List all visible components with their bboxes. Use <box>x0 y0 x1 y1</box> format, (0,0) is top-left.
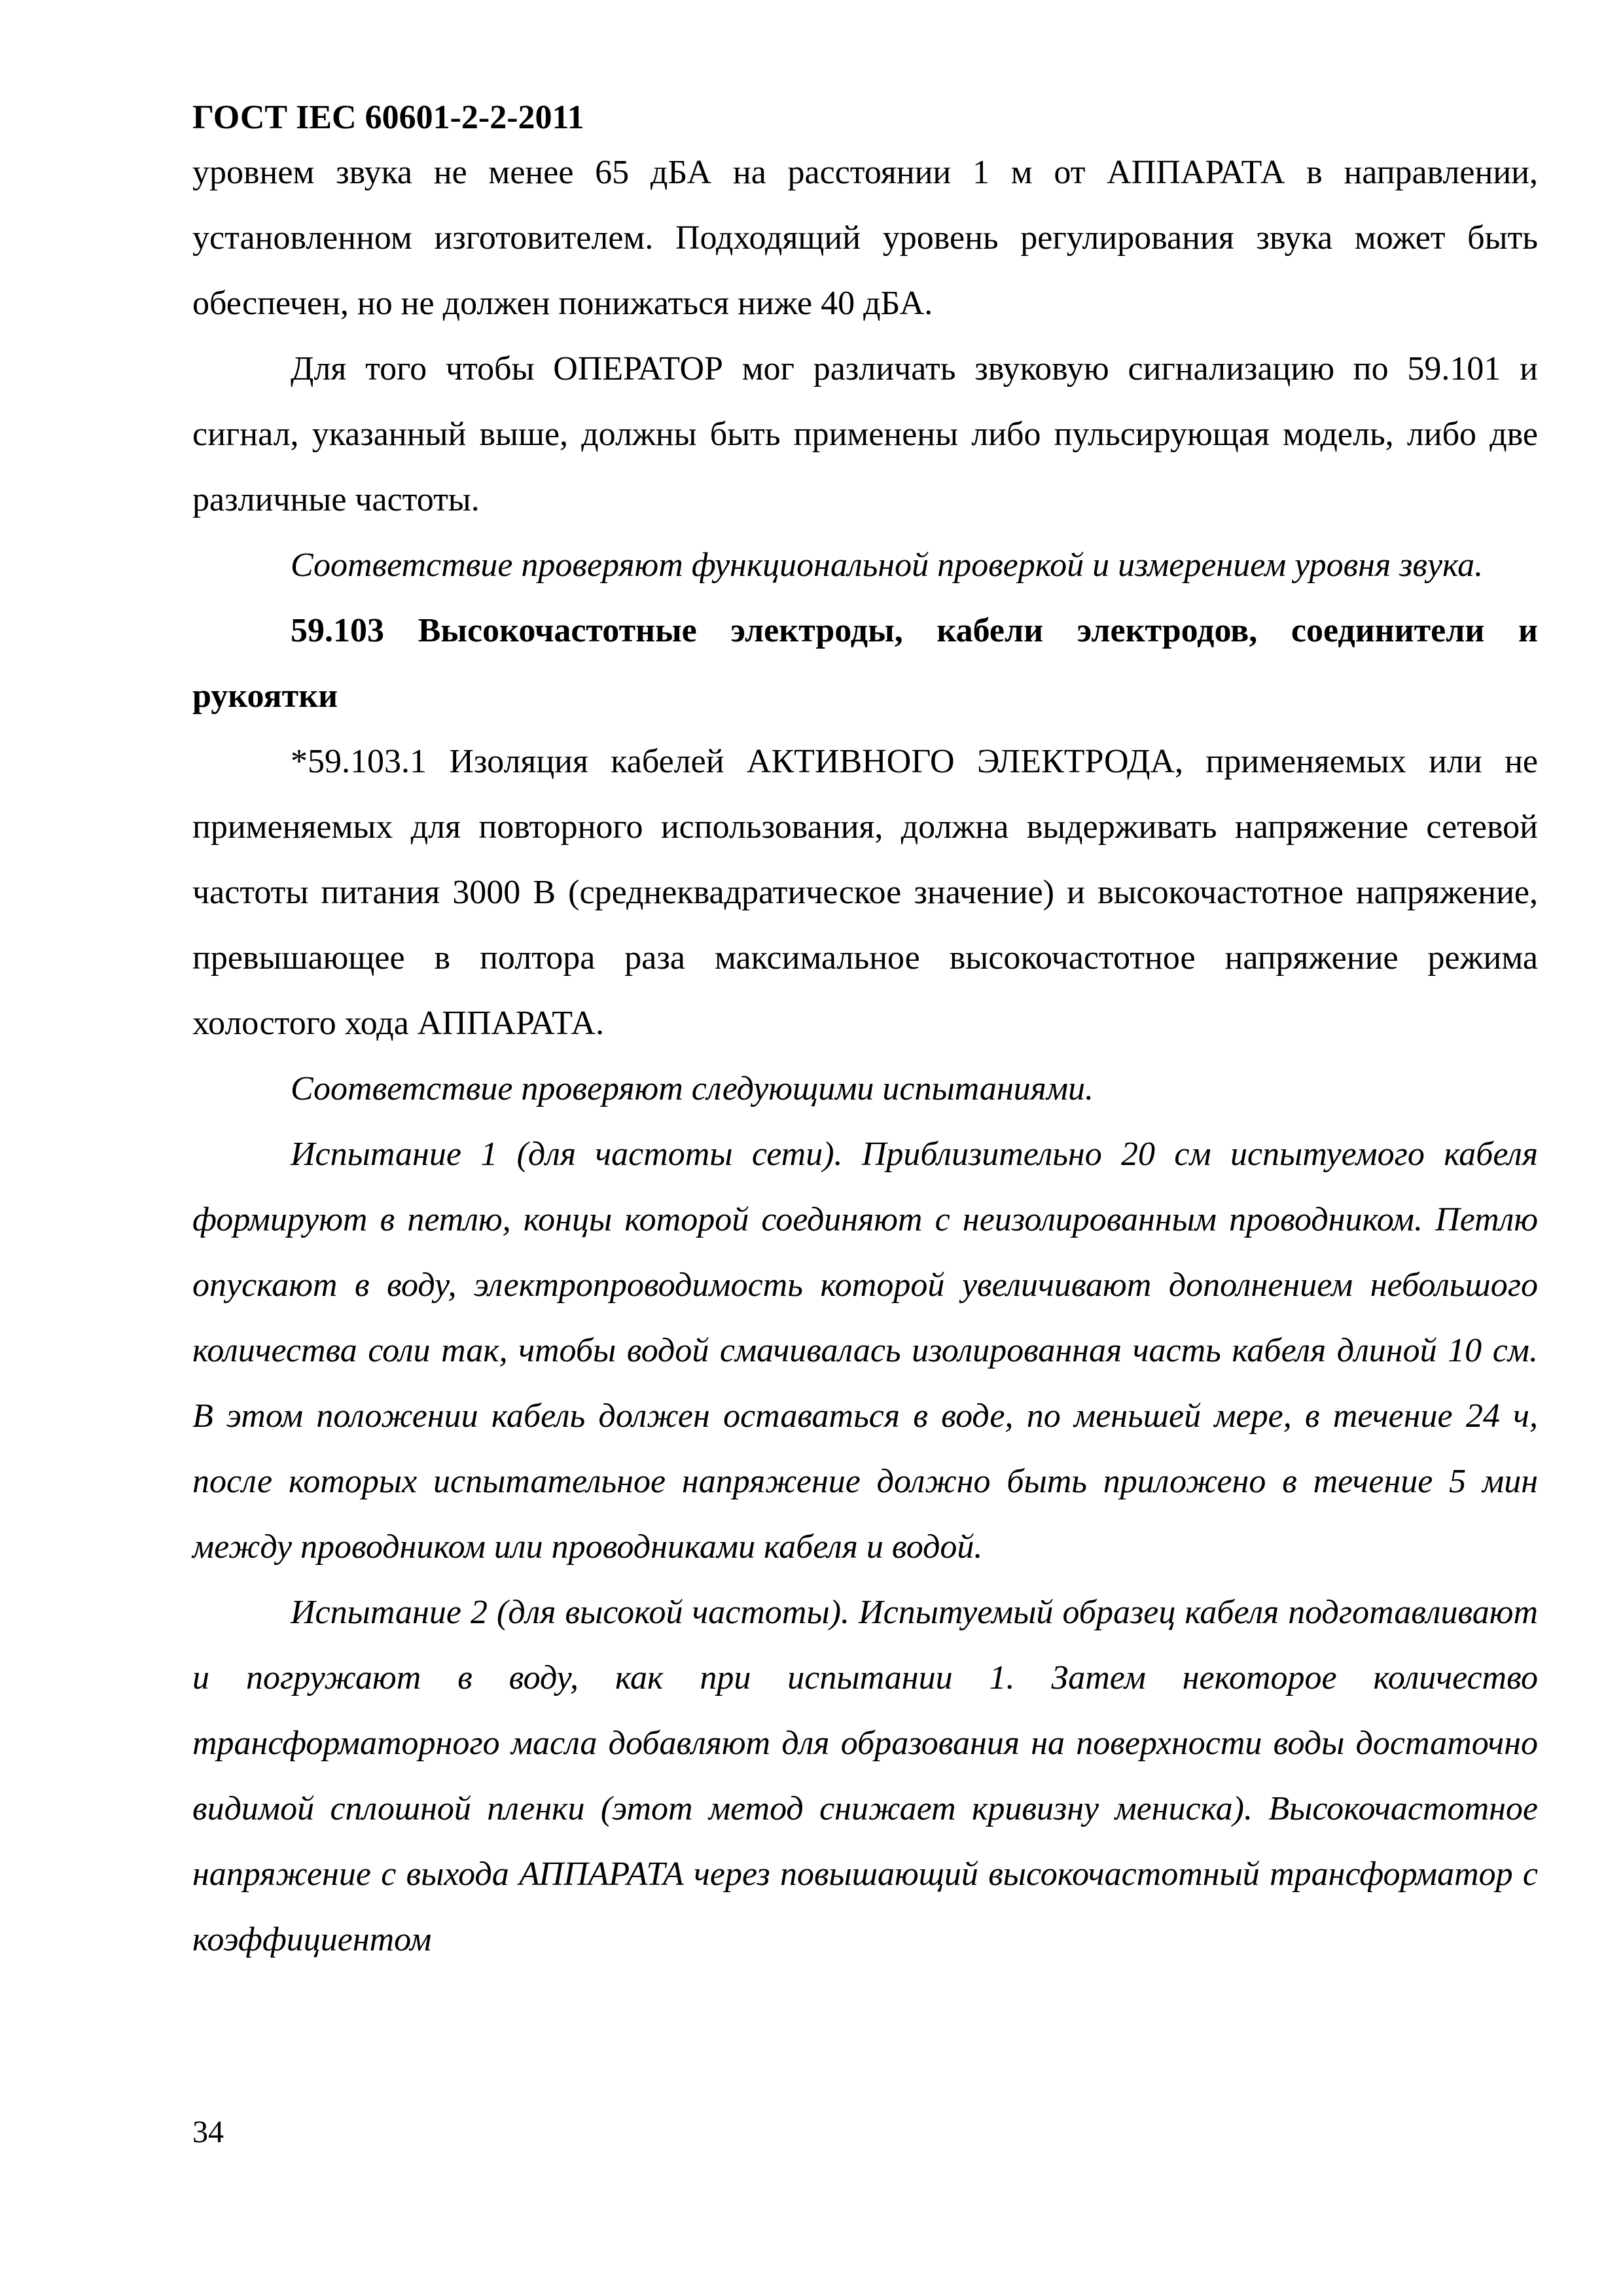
document-page <box>192 92 1538 1973</box>
paragraph-sound-level: уровнем звука не менее 65 дБА на расстоянии 1 м от АППАРАТА в направлении, установленном изготовителем. Подходящий уровень регулирования звука может быть обеспечен, но не должен понижаться ниже 40 дБА. <box>192 154 1538 322</box>
page-number: 34 <box>192 2115 224 2149</box>
paragraph-test-2: Испытание 2 (для высокой частоты). Испытуемый образец кабеля подготавливают и погружают в воду, как при испытании 1. Затем некоторое количество трансформаторного масла добавляют для образования на поверхности воды достаточно видимой сплошной пленки (этот метод снижает кривизну мениска). Высокочастотное напряжение с выхода АППАРАТА через повышающий высокочастотный трансформатор с коэффициентом <box>192 1594 1538 1958</box>
paragraph-operator-distinguish: Для того чтобы ОПЕРАТОР мог различать звуковую сигнализацию по 59.101 и сигнал, указанный выше, должны быть применены либо пульсирующая модель, либо две различные частоты. <box>192 350 1538 518</box>
section-heading-59-103: 59.103 Высокочастотные электроды, кабели электродов, соединители и рукоятки <box>192 612 1538 715</box>
paragraph-compliance-sound: Соответствие проверяют функциональной проверкой и измерением уровня звука. <box>291 547 1484 584</box>
paragraph-compliance-tests: Соответствие проверяют следующими испытаниями. <box>291 1070 1094 1107</box>
paragraph-59-103-1: *59.103.1 Изоляция кабелей АКТИВНОГО ЭЛЕКТРОДА, применяемых или не применяемых для повторного использования, должна выдерживать напряжение сетевой частоты питания 3000 В (среднеквадратическое значение) и высокочастотное напряжение, превышающее в полтора раза максимальное высокочастотное напряжение режима холостого хода АППАРАТА. <box>192 743 1538 1042</box>
paragraph-test-1: Испытание 1 (для частоты сети). Приблизительно 20 см испытуемого кабеля формируют в петлю, концы которой соединяют с неизолированным проводником. Петлю опускают в воду, электропроводимость которой увеличивают дополнением небольшого количества соли так, чтобы водой смачивалась изолированная часть кабеля длиной 10 см. В этом положении кабель должен оставаться в воде, по меньшей мере, в течение 24 ч, после которых испытательное напряжение должно быть приложено в течение 5 мин между проводником или проводниками кабеля и водой. <box>192 1136 1538 1566</box>
document-header-code: ГОСТ IEC 60601-2-2-2011 <box>192 99 584 136</box>
